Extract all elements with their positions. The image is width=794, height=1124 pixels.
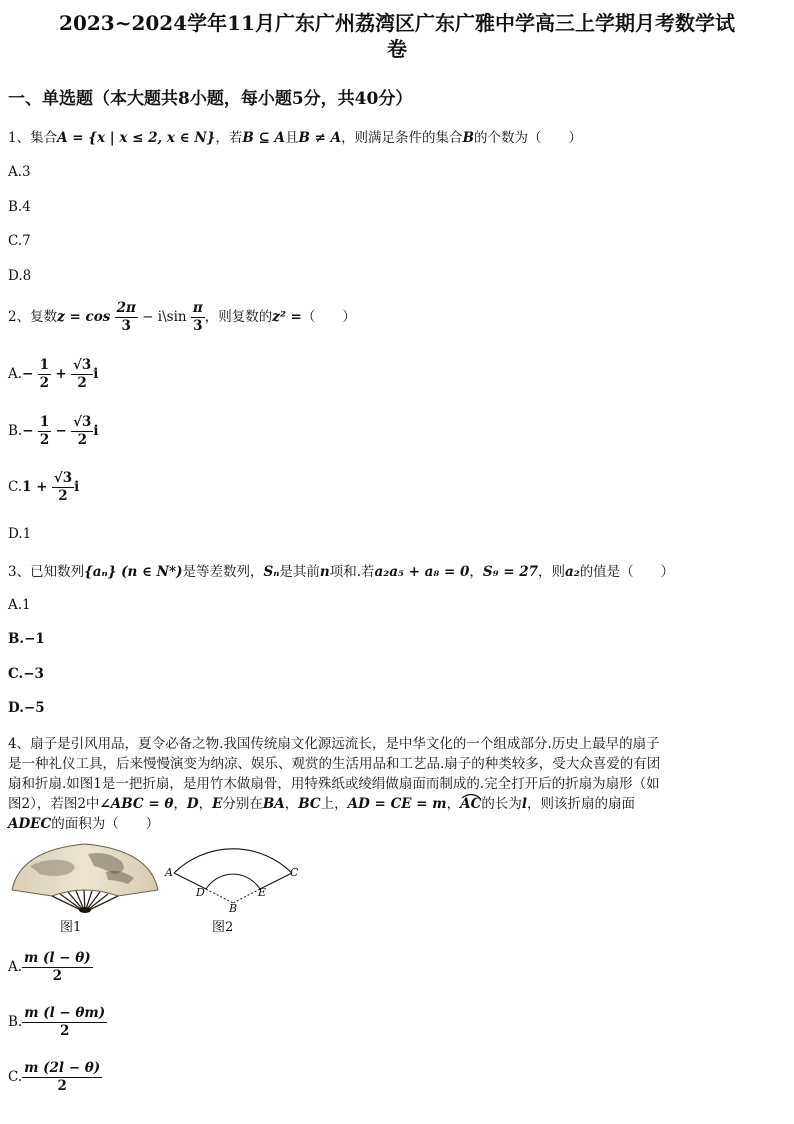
question-text: 且 [284, 130, 299, 146]
denominator: 2 [57, 1078, 67, 1094]
question-text: ， [173, 796, 187, 812]
imaginary-unit: i [93, 366, 99, 382]
math-expr: z = cos [57, 309, 111, 325]
point-label-e: E [258, 886, 267, 899]
option-d[interactable]: D.8 [8, 268, 32, 284]
option-b[interactable]: B.4 [8, 199, 31, 215]
exam-title-line1: 2023~2024学年11月广东广州荔湾区广东广雅中学高三上学期月考数学试 [59, 11, 735, 35]
question-number: 1、 [8, 130, 31, 146]
math-var: ADEC [8, 816, 52, 832]
question-text: ，若 [215, 130, 243, 146]
numerator: 2π [116, 300, 136, 316]
option-b[interactable] [8, 414, 99, 449]
question-text: （ ） [301, 309, 356, 325]
question-text: 分别在 [222, 796, 263, 812]
imaginary-unit: i [74, 479, 80, 495]
question-text: ，则该折扇的扇面 [526, 796, 635, 812]
fraction [115, 300, 138, 335]
option-d[interactable]: D.1 [8, 526, 32, 542]
denominator: 2 [77, 375, 87, 391]
math-var: a₂ [565, 564, 580, 580]
math-sign: + [55, 366, 67, 382]
numerator: m (2l − θ) [24, 1060, 101, 1076]
question-text: ， [284, 796, 299, 812]
denominator: 2 [77, 432, 87, 448]
option-prefix: C. [8, 1069, 23, 1085]
question-3 [8, 560, 674, 580]
math-equation: S₉ = 27 [482, 564, 539, 580]
fraction [191, 300, 205, 335]
denominator: 3 [193, 318, 203, 334]
math-sign: − [55, 423, 67, 439]
math-sequence: {aₙ} (n ∈ N*) [84, 564, 183, 580]
imaginary-unit: i [93, 423, 99, 439]
numerator: m (l − θ) [24, 950, 91, 966]
denominator: 2 [39, 432, 50, 448]
question-text: ， [198, 796, 213, 812]
point-label-d: D [196, 886, 205, 899]
question-number: 3、 [8, 564, 31, 580]
option-prefix: A. [8, 959, 23, 975]
question-text: 复数 [30, 309, 58, 325]
figure-1-caption: 图1 [60, 920, 82, 935]
math-var: B [462, 130, 474, 146]
numerator: √3 [53, 470, 73, 486]
fraction [71, 357, 93, 392]
math-equation: a₂a₅ + a₈ = 0 [374, 564, 470, 580]
fraction [22, 950, 93, 985]
question-text: 集合 [30, 130, 58, 146]
math-equation: AD = CE = m [347, 796, 447, 812]
question-text-line: 扇和折扇.如图1是一把折扇，是用竹木做扇骨，用特殊纸或绫绢做扇面而制成的.完全打开后的折扇为扇形（如 [8, 776, 660, 792]
option-prefix: C. [8, 479, 23, 495]
option-b[interactable]: B.−1 [8, 631, 45, 647]
math-var: E [212, 796, 223, 812]
point-label-c: C [290, 866, 299, 879]
question-1 [8, 126, 582, 146]
numerator: π [192, 300, 203, 316]
question-number: 2、 [8, 309, 31, 325]
denominator: 3 [121, 318, 131, 334]
question-text-line [8, 794, 786, 814]
option-prefix: A. [8, 366, 23, 382]
question-2 [8, 300, 356, 335]
numerator: √3 [73, 414, 92, 430]
denominator: 2 [52, 968, 63, 984]
question-text: ，则复数的 [204, 309, 273, 325]
fraction [52, 470, 74, 505]
question-text-line: 是一种礼仪工具，后来慢慢演变为纳凉、娱乐、观赏的生活用品和工艺品.扇子的种类较多，受大众喜爱的有团 [8, 756, 661, 772]
question-text: ，则满足条件的集合 [341, 130, 463, 146]
fraction [22, 1005, 107, 1040]
option-c[interactable] [8, 470, 79, 505]
option-prefix: B. [8, 423, 23, 439]
question-text: 的面积为（ ） [51, 816, 160, 832]
math-condition: B ⊆ A [242, 130, 285, 146]
question-text: 的长为 [481, 796, 522, 812]
question-text: ， [469, 564, 483, 580]
option-c[interactable]: C.−3 [8, 666, 44, 682]
question-text: 已知数列 [30, 564, 85, 580]
question-text: ， [446, 796, 461, 812]
question-text-line: 4、扇子是引风用品，夏令必备之物.我国传统扇文化源远流长，是中华文化的一个组成部分.历史上最早的扇子 [8, 736, 660, 752]
arc-symbol-icon [461, 793, 481, 799]
math-arc [460, 796, 481, 812]
math-var: BC [298, 796, 321, 812]
option-b[interactable] [8, 1005, 107, 1040]
numerator: √3 [72, 357, 92, 373]
math-angle: ∠ABC = θ [99, 796, 174, 812]
fraction [38, 357, 51, 392]
math-var: l [521, 796, 527, 812]
question-text: 上， [320, 796, 348, 812]
question-text: 项和.若 [329, 564, 375, 580]
math-condition: B ≠ A [298, 130, 342, 146]
math-expr: − i\sin [142, 309, 187, 325]
question-text-line [8, 814, 786, 834]
math-var: n [319, 564, 330, 580]
fraction [22, 1060, 102, 1095]
numerator: m (l − θm) [24, 1005, 106, 1021]
math-term: 1 + [22, 479, 48, 495]
question-text: 是等差数列， [182, 564, 264, 580]
arc-label: AC [460, 796, 482, 812]
exam-title-line2: 卷 [387, 37, 407, 61]
denominator: 2 [39, 375, 50, 391]
math-expr: z² = [272, 309, 302, 325]
figure-2-caption: 图2 [212, 920, 234, 935]
numerator: 1 [39, 357, 50, 373]
math-sign: − [22, 366, 34, 382]
option-c[interactable]: C.7 [8, 233, 31, 249]
question-text: 的值是（ ） [579, 564, 675, 580]
denominator: 2 [58, 488, 68, 504]
fraction [38, 414, 51, 449]
option-a[interactable] [8, 357, 98, 392]
question-text: ，则 [538, 564, 566, 580]
option-prefix: B. [8, 1014, 23, 1030]
point-label-b: B [229, 902, 238, 915]
question-text: 是其前 [279, 564, 320, 580]
math-set: A = {x | x ≤ 2, x ∈ N} [57, 130, 216, 146]
math-var: D [186, 796, 199, 812]
numerator: 1 [39, 414, 50, 430]
option-a[interactable]: A.3 [8, 164, 31, 180]
section-heading: 一、单选题（本大题共8小题，每小题5分，共40分） [8, 89, 413, 109]
question-text: 图2），若图2中 [8, 796, 100, 812]
fraction [71, 414, 93, 449]
math-var: Sₙ [263, 564, 280, 580]
option-a[interactable]: A.1 [8, 597, 31, 613]
folding-fan-illustration [10, 838, 160, 914]
option-c[interactable] [8, 1060, 102, 1095]
math-var: BA [262, 796, 285, 812]
denominator: 2 [59, 1023, 70, 1039]
option-a[interactable] [8, 950, 93, 985]
option-d[interactable]: D.−5 [8, 700, 45, 716]
math-sign: − [22, 423, 34, 439]
question-4 [8, 734, 786, 834]
question-text: 的个数为（ ） [473, 130, 582, 146]
point-label-a: A [165, 866, 173, 879]
